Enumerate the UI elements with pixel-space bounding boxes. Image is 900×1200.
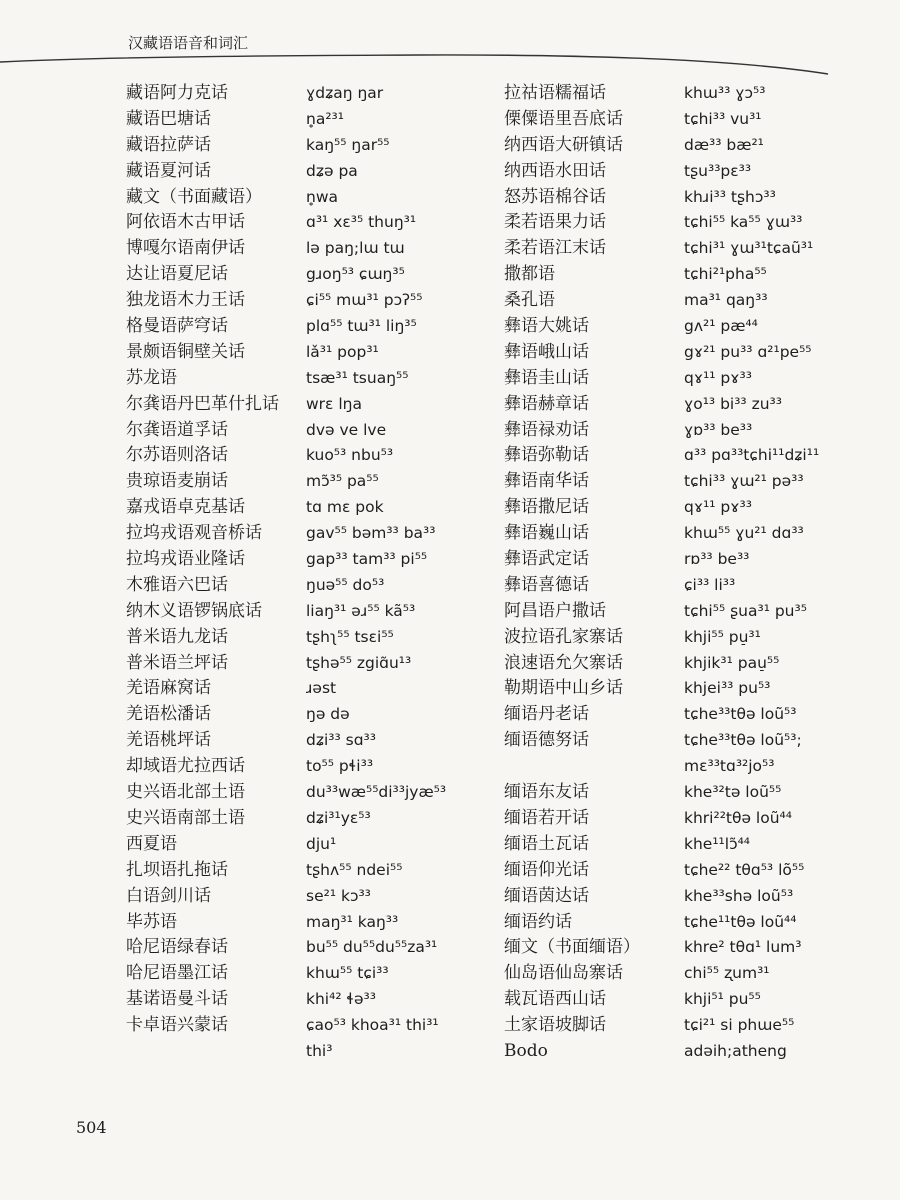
word-form: ɣdʑaŋ ŋar <box>306 84 384 102</box>
language-name: 纳木义语锣锅底话 <box>126 600 262 621</box>
language-name: 缅语丹老话 <box>504 704 589 725</box>
language-name: 卡卓语兴蒙话 <box>126 1015 228 1036</box>
language-name: 阿依语木古甲话 <box>126 212 245 233</box>
language-name: 尔龚语道孚话 <box>126 419 228 440</box>
word-form: dæ³³ bæ²¹ <box>684 135 764 154</box>
word-form: kuo⁵³ nbu⁵³ <box>306 446 394 465</box>
word-form: tɕhe³³tθə loũ⁵³ <box>684 705 797 724</box>
language-name: 毕苏语 <box>126 911 177 932</box>
language-name: 拉坞戎语业隆话 <box>126 549 245 570</box>
language-name: 却域语尤拉西话 <box>126 756 245 777</box>
word-form: khji⁵¹ pu⁵⁵ <box>684 990 761 1009</box>
language-name: 缅文（书面缅语） <box>504 937 640 958</box>
language-name: 缅语约话 <box>504 911 572 932</box>
word-form: plɑ⁵⁵ tɯ³¹ liŋ³⁵ <box>306 317 417 336</box>
word-form: ŋuə⁵⁵ do⁵³ <box>306 575 385 594</box>
word-form: gɤ²¹ pu³³ ɑ²¹pe⁵⁵ <box>684 342 812 361</box>
language-name: 缅语土瓦话 <box>504 833 589 854</box>
language-name: 浪速语允欠寨话 <box>504 652 623 673</box>
word-form: ɑ³¹ xɛ³⁵ thuŋ³¹ <box>306 213 417 232</box>
word-form: dvə ve lve <box>306 420 387 439</box>
word-form: mɔ̃³⁵ pa⁵⁵ <box>306 472 379 491</box>
word-form: bu⁵⁵ du⁵⁵du⁵⁵za³¹ <box>306 938 438 957</box>
word-form: qɤ¹¹ pɤ³³ <box>684 368 752 387</box>
language-name: 彝语大姚话 <box>504 316 589 337</box>
word-form: gɹoŋ⁵³ ɕɯŋ³⁵ <box>306 265 405 284</box>
page-number: 504 <box>76 1118 107 1137</box>
language-name: 嘉戎语卓克基话 <box>126 497 245 518</box>
word-form: ɣo¹³ bi³³ zu³³ <box>684 394 782 413</box>
word-form: khɯ⁵⁵ ɣu²¹ dɑ³³ <box>684 524 804 543</box>
language-name: 傈僳语里吾底话 <box>504 108 623 129</box>
word-form: thi³ <box>306 1041 333 1060</box>
word-form: tɕhi²¹pha⁵⁵ <box>684 265 767 284</box>
language-name: 史兴语南部土语 <box>126 807 245 828</box>
word-form: tʂhʅ⁵⁵ tsɛi⁵⁵ <box>306 627 394 646</box>
language-name: 史兴语北部土语 <box>126 782 245 803</box>
word-form: gap³³ tam³³ pi⁵⁵ <box>306 550 428 569</box>
language-name: 羌语松潘话 <box>126 704 211 725</box>
word-form: ɑ³³ pɑ³³tɕhi¹¹dʑi¹¹ <box>684 446 820 465</box>
word-form: dʑə pa <box>306 161 358 180</box>
language-name: 纳西语水田话 <box>504 160 606 181</box>
word-form: tɕhe³³tθə loũ⁵³; <box>684 731 802 750</box>
language-name: 彝语峨山话 <box>504 341 589 362</box>
language-name: 土家语坡脚话 <box>504 1015 606 1036</box>
language-name: 景颇语铜壁关话 <box>126 341 245 362</box>
word-form: ma³¹ qaŋ³³ <box>684 291 768 310</box>
language-name: 拉坞戎语观音桥话 <box>126 523 262 544</box>
word-form: khe³³shə loũ⁵³ <box>684 886 794 905</box>
language-name: 彝语撒尼话 <box>504 497 589 518</box>
language-name: 苏龙语 <box>126 367 177 388</box>
word-form: tsæ³¹ tsuaŋ⁵⁵ <box>306 368 409 387</box>
language-name: 白语剑川话 <box>126 885 211 906</box>
language-name: 尔苏语则洛话 <box>126 445 228 466</box>
language-name: 彝语弥勒话 <box>504 445 589 466</box>
word-form: maŋ³¹ kaŋ³³ <box>306 912 399 931</box>
word-form: lǎ³¹ pop³¹ <box>306 342 379 361</box>
language-name: 彝语赫章话 <box>504 393 589 414</box>
word-form: khji⁵⁵ pu̠³¹ <box>684 627 761 646</box>
language-name: 彝语巍山话 <box>504 523 589 544</box>
language-name: 达让语夏尼话 <box>126 264 228 285</box>
language-name: 木雅语六巴话 <box>126 574 228 595</box>
language-name: 尔龚语丹巴革什扎话 <box>126 393 279 414</box>
word-form: khri²²tθə loũ⁴⁴ <box>684 808 792 827</box>
language-name: 彝语武定话 <box>504 549 589 570</box>
word-form: khre² tθɑ¹ lum³ <box>684 938 802 957</box>
word-form: mɛ³³tɑ³²jo⁵³ <box>684 757 775 776</box>
word-form: tɕhe¹¹tθə loũ⁴⁴ <box>684 912 797 931</box>
word-form: ɣɒ³³ be³³ <box>684 420 753 439</box>
language-name: 彝语南华话 <box>504 471 589 492</box>
language-name: 柔若语江末话 <box>504 238 606 259</box>
language-name: 独龙语木力王话 <box>126 290 245 311</box>
word-form: qɤ¹¹ pɤ³³ <box>684 498 752 517</box>
word-form: khi⁴² ɬə³³ <box>306 990 376 1009</box>
language-name: 羌语桃坪话 <box>126 730 211 751</box>
language-name: 彝语喜德话 <box>504 574 589 595</box>
word-form: to⁵⁵ pɬi³³ <box>306 757 374 776</box>
word-form: wrɛ lŋa <box>306 394 362 413</box>
language-name: Bodo <box>504 1040 548 1061</box>
word-form: dʑi³¹yɛ⁵³ <box>306 808 371 827</box>
language-column-right <box>504 81 640 1065</box>
word-form: chi⁵⁵ ʐum³¹ <box>684 964 770 983</box>
word-form: dʑi³³ sɑ³³ <box>306 731 376 750</box>
word-form: ɹəst <box>306 679 337 698</box>
language-name: 藏语夏河话 <box>126 160 211 181</box>
language-name <box>504 754 640 780</box>
language-name: 柔若语果力话 <box>504 212 606 233</box>
word-form: dju¹ <box>306 834 337 853</box>
language-column-left <box>126 81 279 1039</box>
word-form: tʂhə⁵⁵ zgiɑ̃u¹³ <box>306 653 412 672</box>
language-name: 普米语九龙话 <box>126 626 228 647</box>
word-form: liaŋ³¹ əɹ⁵⁵ kã⁵³ <box>306 601 416 620</box>
word-form: adəih;atheng <box>684 1041 787 1060</box>
language-name: 勒期语中山乡话 <box>504 678 623 699</box>
language-name: 普米语兰坪话 <box>126 652 228 673</box>
language-name: 波拉语孔家寨话 <box>504 626 623 647</box>
word-form: n̥wa <box>306 187 338 206</box>
language-name: 桑孔语 <box>504 290 555 311</box>
word-form: ɕi⁵⁵ mɯ³¹ pɔʔ⁵⁵ <box>306 291 423 310</box>
word-form: ɕi³³ li³³ <box>684 575 736 594</box>
word-form: kaŋ⁵⁵ ŋar⁵⁵ <box>306 135 390 154</box>
word-form: khjik³¹ pau̠⁵⁵ <box>684 653 780 672</box>
language-name: 彝语禄劝话 <box>504 419 589 440</box>
language-name: 阿昌语户撒话 <box>504 600 606 621</box>
word-form: khe³²tə loũ⁵⁵ <box>684 783 782 802</box>
language-name: 贵琼语麦崩话 <box>126 471 228 492</box>
word-form: khɯ⁵⁵ tɕi³³ <box>306 964 389 983</box>
language-name: 藏文（书面藏语） <box>126 186 262 207</box>
language-name: 基诺语曼斗话 <box>126 989 228 1010</box>
language-name: 藏语阿力克话 <box>126 83 228 103</box>
word-form: tɕhi³³ vu³¹ <box>684 109 762 128</box>
language-name: 扎坝语扎拖话 <box>126 859 228 880</box>
language-name: 怒苏语棉谷话 <box>504 186 606 207</box>
word-form: tɕhi³¹ ɣɯ³¹tɕaũ³¹ <box>684 239 814 258</box>
word-form: tɕi²¹ si phɯe⁵⁵ <box>684 1016 795 1035</box>
language-name: 藏语巴塘话 <box>126 108 211 129</box>
word-form: du³³wæ⁵⁵di³³jyæ⁵³ <box>306 783 447 802</box>
word-form: tʂu³³pɛ³³ <box>684 161 752 180</box>
running-header: 汉藏语语音和词汇 <box>128 34 249 52</box>
language-name: 拉祜语糯福话 <box>504 83 606 103</box>
form-column-left <box>306 81 446 1065</box>
language-name: 藏语拉萨话 <box>126 134 211 155</box>
language-name: 彝语圭山话 <box>504 367 589 388</box>
language-name: 缅语茵达话 <box>504 885 589 906</box>
word-form: rɒ³³ be³³ <box>684 550 750 569</box>
word-form: se²¹ kɔ³³ <box>306 886 371 905</box>
language-name: 哈尼语墨江话 <box>126 963 228 984</box>
header-rule <box>0 0 900 90</box>
language-name: 羌语麻窝话 <box>126 678 211 699</box>
word-form: khe¹¹lɔ̃⁴⁴ <box>684 834 751 853</box>
language-name: 载瓦语西山话 <box>504 989 606 1010</box>
word-form: ɕao⁵³ khoa³¹ thi³¹ <box>306 1016 439 1035</box>
word-form: tɕhe²² tθɑ⁵³ lõ⁵⁵ <box>684 860 805 879</box>
word-form: tɕhi⁵⁵ ka⁵⁵ ɣɯ³³ <box>684 213 803 232</box>
word-form: tʂhʌ⁵⁵ ndei⁵⁵ <box>306 860 403 879</box>
word-form: ŋə də <box>306 705 350 724</box>
language-name: 缅语德努话 <box>504 730 589 751</box>
word-form: tɕhi⁵⁵ ʂua³¹ pu³⁵ <box>684 601 807 620</box>
word-form: tɑ mɛ pok <box>306 498 384 517</box>
language-name: 撒都语 <box>504 264 555 285</box>
word-form: n̥a²³¹ <box>306 109 344 128</box>
word-form: khɯ³³ ɣɔ⁵³ <box>684 84 766 102</box>
form-column-right <box>684 81 819 1065</box>
language-name: 仙岛语仙岛寨话 <box>504 963 623 984</box>
language-name: 纳西语大研镇话 <box>504 134 623 155</box>
word-form: lə paŋ;lɯ tɯ <box>306 239 405 258</box>
language-name: 缅语若开话 <box>504 807 589 828</box>
word-form: khjei³³ pu⁵³ <box>684 679 771 698</box>
language-name: 缅语仰光话 <box>504 859 589 880</box>
word-form: tɕhi³³ ɣɯ²¹ pə³³ <box>684 472 804 491</box>
word-form: khɹi³³ tʂhɔ³³ <box>684 187 776 206</box>
language-name: 博嘎尔语南伊话 <box>126 238 245 259</box>
word-form: gav⁵⁵ bəm³³ ba³³ <box>306 524 436 543</box>
language-name: 西夏语 <box>126 833 177 854</box>
language-name: 格曼语萨穹话 <box>126 316 228 337</box>
language-name: 哈尼语绿春话 <box>126 937 228 958</box>
word-form: gʌ²¹ pæ⁴⁴ <box>684 317 758 336</box>
language-name: 缅语东友话 <box>504 782 589 803</box>
